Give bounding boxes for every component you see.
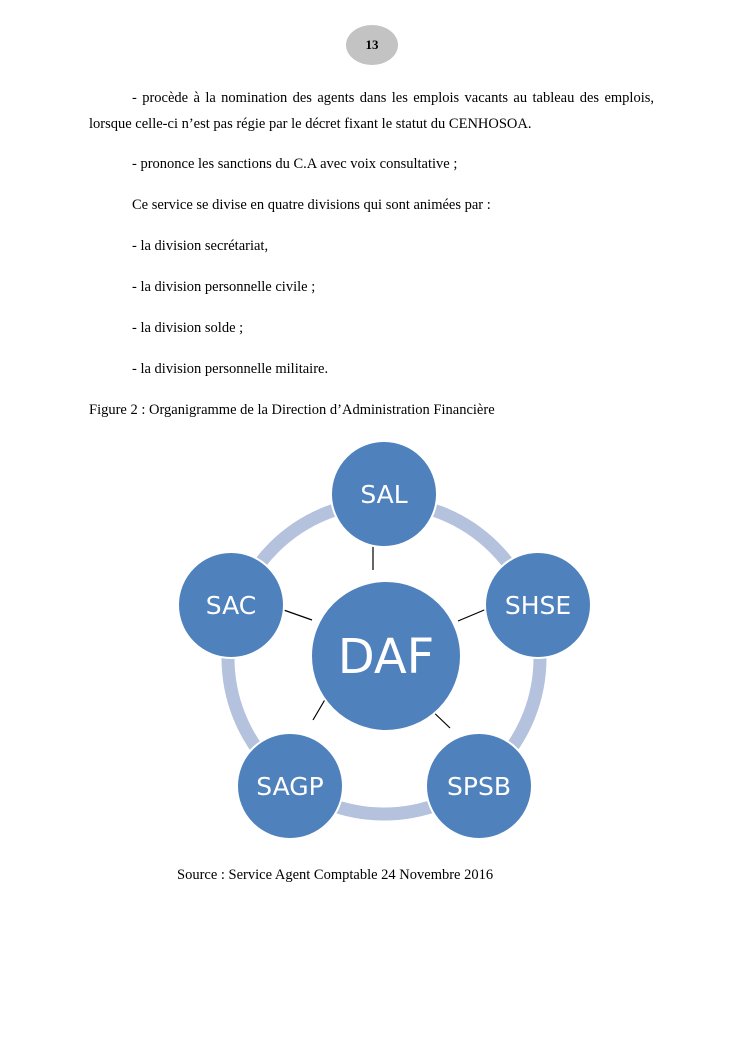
paragraph-divisions-intro: Ce service se divise en quatre divisions qui sont animées par : — [132, 197, 491, 213]
list-item-division-personnelle-civile: - la division personnelle civile ; — [132, 279, 316, 295]
list-item-division-personnelle-militaire: - la division personnelle militaire. — [132, 361, 329, 377]
list-item-division-solde: - la division solde ; — [132, 320, 244, 336]
figure-source: Source : Service Agent Comptable 24 Novembre 2016 — [177, 867, 494, 883]
node-sac-label: SAC — [205, 591, 257, 620]
node-shse-label: SHSE — [504, 591, 572, 620]
node-shse — [485, 552, 591, 658]
list-item-division-secretariat: - la division secrétariat, — [132, 238, 269, 254]
node-sal — [331, 441, 437, 547]
node-daf-label: DAF — [337, 629, 435, 685]
node-sac — [178, 552, 284, 658]
node-spsb-label: SPSB — [447, 772, 511, 801]
page-number: 13 — [346, 25, 398, 65]
node-daf — [311, 581, 461, 731]
paragraph-nomination-line1: - procède à la nomination des agents dans les emplois vacants au tableau des emplois, — [132, 90, 654, 106]
node-spsb — [426, 733, 532, 839]
node-sagp — [237, 733, 343, 839]
node-sal-label: SAL — [360, 480, 408, 509]
paragraph-sanctions: - prononce les sanctions du C.A avec voix consultative ; — [132, 156, 458, 172]
node-sagp-label: SAGP — [256, 772, 324, 801]
figure-caption: Figure 2 : Organigramme de la Direction d’Administration Financière — [89, 402, 495, 418]
paragraph-nomination-line2: lorsque celle-ci n’est pas régie par le décret fixant le statut du CENHOSOA. — [89, 116, 532, 132]
